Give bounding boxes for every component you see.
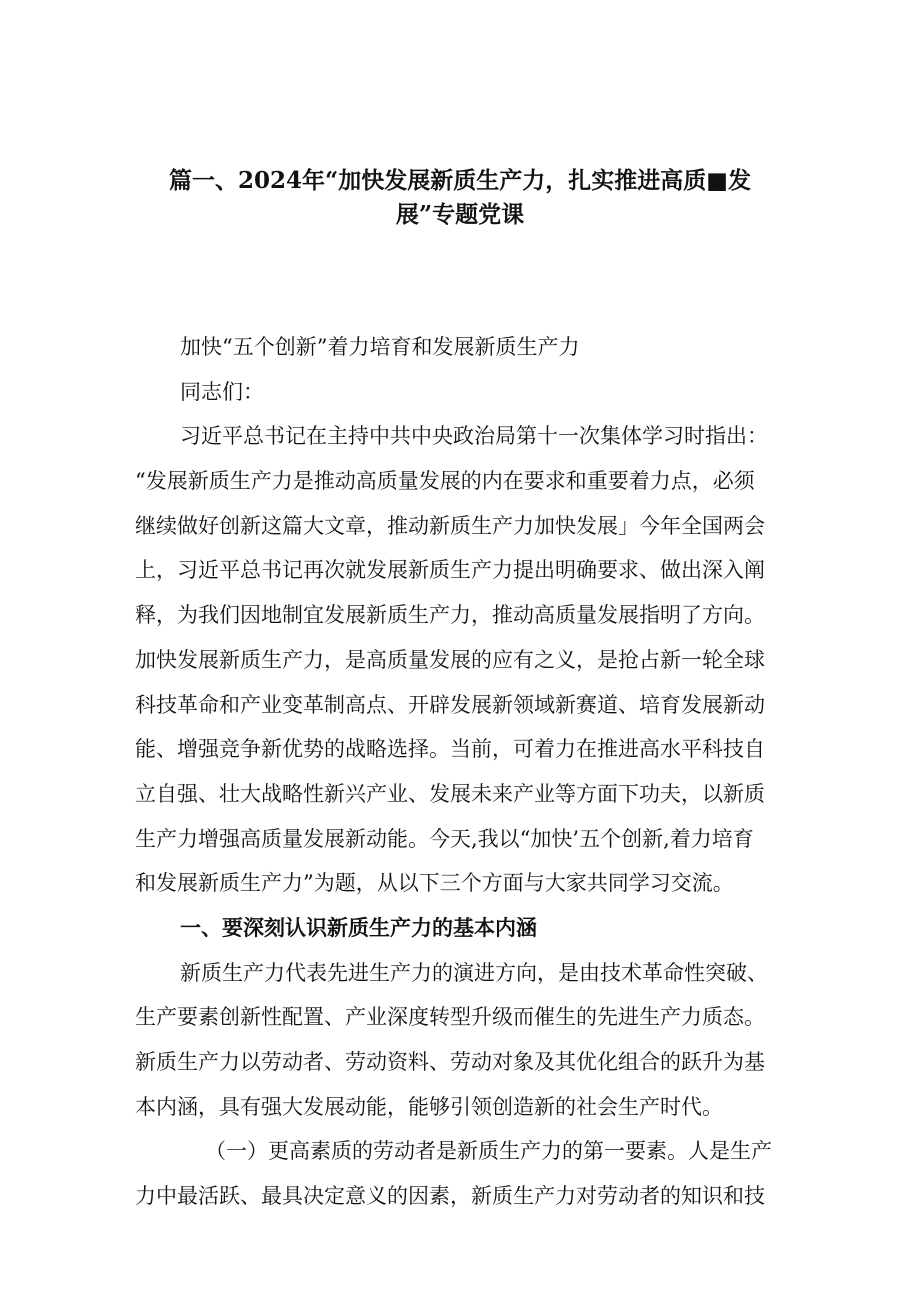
paragraph-line: 上，习近平总书记再次就发展新质生产力提出明确要求、做出深入阐 <box>135 558 765 583</box>
paragraph-line: 和发展新质生产力”为题，从以下三个方面与大家共同学习交流。 <box>135 871 734 896</box>
paragraph-line: 生产力增强高质量发展新动能。今天,我以“加快’五个创新,着力培育 <box>135 826 754 851</box>
paragraph-line: （一）更高素质的劳动者是新质生产力的第一要素。人是生产 <box>205 1139 772 1164</box>
paragraph-line: 释，为我们因地制宜发展新质生产力，推动高质量发展指明了方向。 <box>135 603 765 628</box>
subtitle-line: 加快“五个创新”着力培育和发展新质生产力 <box>180 335 580 359</box>
paragraph-line: 力中最活跃、最具决定意义的因素，新质生产力对劳动者的知识和技 <box>135 1184 765 1209</box>
paragraph-line: 本内涵，具有强大发展动能，能够引领创造新的社会生产时代。 <box>135 1094 723 1119</box>
paragraph-line: 加快发展新质生产力，是高质量发展的应有之义，是抢占新一轮全球 <box>135 647 765 672</box>
paragraph-line: 立自强、壮大战略性新兴产业、发展未来产业等方面下功夫，以新质 <box>135 781 765 806</box>
document-title-line-2: 展”专题党课 <box>395 201 525 228</box>
salutation-line: 同志们： <box>180 379 264 404</box>
paragraph-line: 习近平总书记在主持中共中央政治局第十一次集体学习时指出： <box>180 424 768 449</box>
paragraph-line: 科技革命和产业变革制高点、开辟发展新领域新赛道、培育发展新动 <box>135 692 765 717</box>
paragraph-line: 新质生产力代表先进生产力的演进方向，是由技术革命性突破、 <box>180 960 768 985</box>
document-body <box>135 325 790 1219</box>
document-title-line-1: 篇一、2024年“加快发展新质生产力，扎实推进高质■发 <box>169 167 751 194</box>
paragraph-line: “发展新质生产力是推动高质量发展的内在要求和重要着力点，必须 <box>135 469 755 494</box>
paragraph-line: 新质生产力以劳动者、劳动资料、劳动对象及其优化组合的跃升为基 <box>135 1050 765 1074</box>
paragraph-line: 继续做好创新这篇大文章，推动新质生产力加快发展」今年全国两会 <box>135 513 765 538</box>
paragraph-line: 能、增强竞争新优势的战略选择。当前，可着力在推进高水平科技自 <box>135 737 765 762</box>
paragraph-line: 生产要素创新性配置、产业深度转型升级而催生的先进生产力质态。 <box>135 1005 765 1030</box>
section-heading: 一、要深刻认识新质生产力的基本内涵 <box>180 914 537 940</box>
